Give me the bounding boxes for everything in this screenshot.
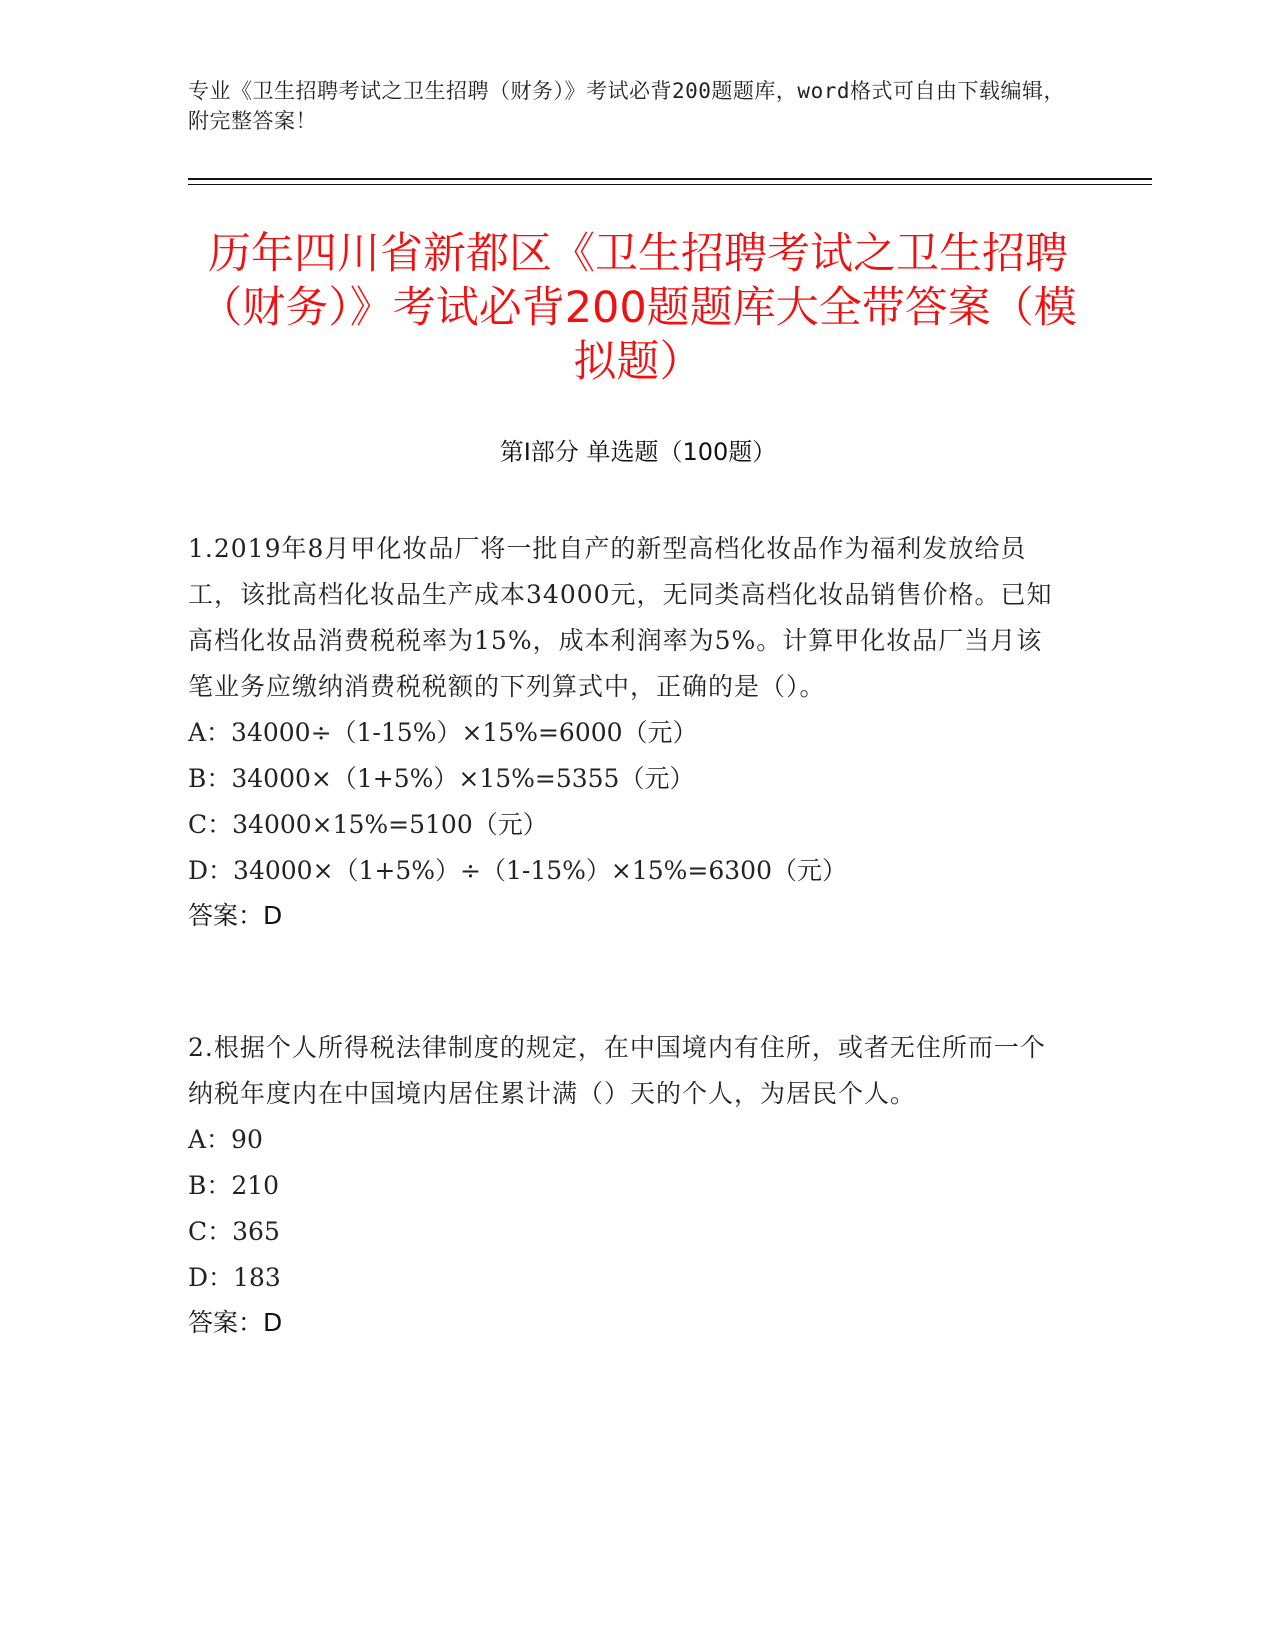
question-2: [188, 1025, 1068, 1345]
option-a: A：90: [188, 1125, 263, 1154]
header-divider-thin: [188, 184, 1152, 185]
option-d: D：34000×（1+5%）÷（1-15%）×15%=6300（元）: [188, 856, 847, 885]
option-a: A：34000÷（1-15%）×15%=6000（元）: [188, 718, 698, 747]
answer-label: 答案：D: [188, 901, 283, 930]
header-note: 专业《卫生招聘考试之卫生招聘（财务）》考试必背200题题库，word格式可自由下载编辑，附完整答案！: [188, 79, 1065, 133]
header-divider-thick: [188, 178, 1152, 180]
option-b: B：34000×（1+5%）×15%=5355（元）: [188, 764, 695, 793]
option-b: B：210: [188, 1171, 280, 1200]
question-stem: 1.2019年8月甲化妆品厂将一批自产的新型高档化妆品作为福利发放给员工，该批高档化妆品生产成本34000元，无同类高档化妆品销售价格。已知高档化妆品消费税税率为15%，成本利润率为5%。计算甲化妆品厂当月该笔业务应缴纳消费税税额的下列算式中，正确的是（）。: [188, 534, 1053, 701]
option-c: C：365: [188, 1217, 280, 1246]
section-title: 第I部分 单选题（100题）: [499, 438, 777, 466]
answer-label: 答案：D: [188, 1308, 283, 1337]
option-c: C：34000×15%=5100（元）: [188, 810, 548, 839]
question-stem: 2.根据个人所得税法律制度的规定，在中国境内有住所，或者无住所而一个纳税年度内在中国境内居住累计满（）天的个人，为居民个人。: [188, 1033, 1046, 1108]
option-d: D：183: [188, 1263, 281, 1292]
document-title: 历年四川省新都区《卫生招聘考试之卫生招聘（财务）》考试必背200题题库大全带答案（模拟题）: [199, 229, 1077, 387]
question-1: [188, 526, 1068, 938]
